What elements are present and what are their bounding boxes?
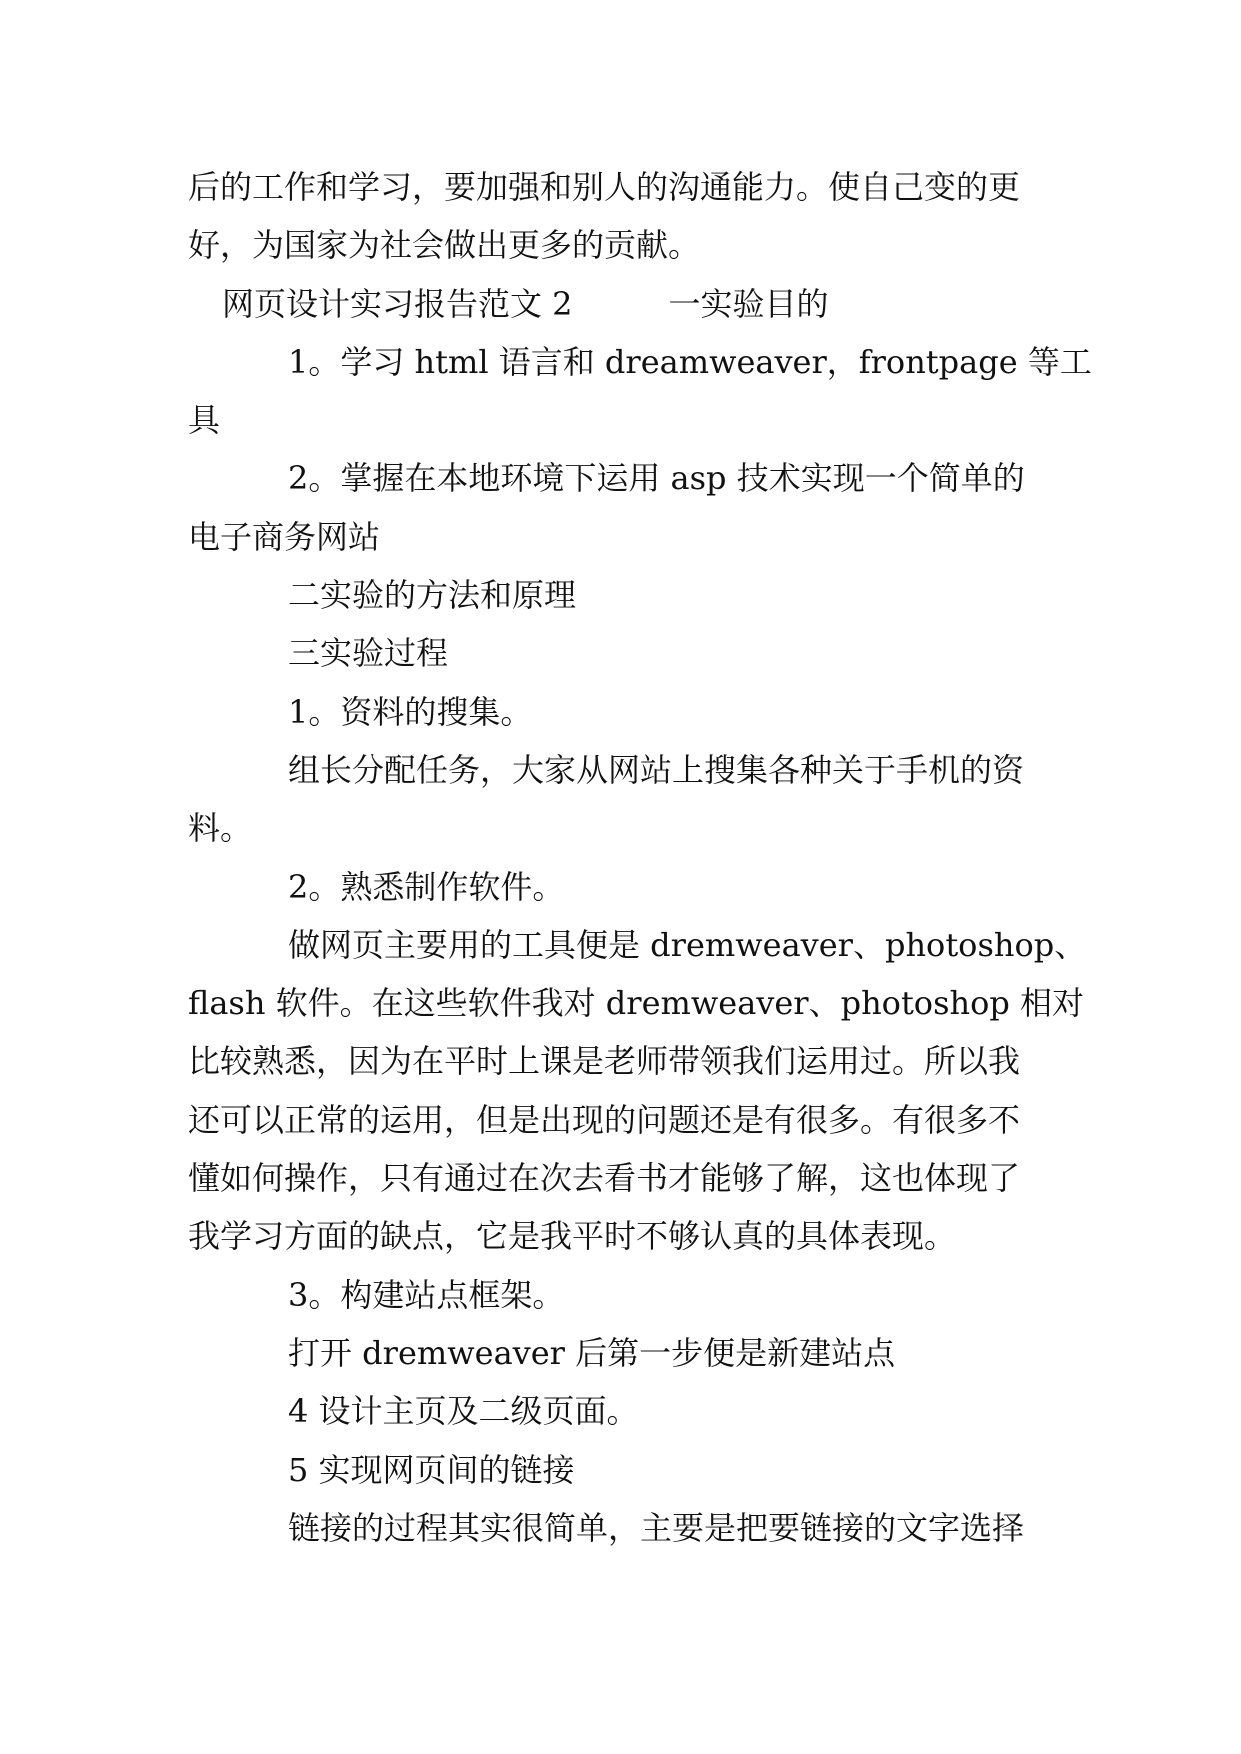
section-title: 网页设计实习报告范文 2 [222,284,573,323]
text-line: 还可以正常的运用，但是出现的问题还是有很多。有很多不 [188,1100,1021,1139]
text-line: 1。学习 html 语言和 dreamweaver，frontpage 等工 [288,342,1092,381]
text-line: 懂如何操作，只有通过在次去看书才能够了解，这也体现了 [188,1159,1021,1198]
text-line: 好，为国家为社会做出更多的贡献。 [188,226,701,265]
section-heading [188,275,1054,333]
text-line: 电子商务网站 [188,517,381,556]
text-line: 4 设计主页及二级页面。 [288,1392,639,1431]
text-line: 我学习方面的缺点，它是我平时不够认真的具体表现。 [188,1217,957,1256]
text-line: 1。资料的搜集。 [288,692,533,731]
text-line: 二实验的方法和原理 [288,576,577,615]
section-subtitle: 一实验目的 [668,284,829,323]
text-line: 5 实现网页间的链接 [288,1450,575,1489]
text-line: flash 软件。在这些软件我对 dremweaver、photoshop 相对 [188,984,1085,1023]
text-line: 2。熟悉制作软件。 [288,867,565,906]
text-line: 打开 dremweaver 后第一步便是新建站点 [288,1333,896,1372]
document-body [188,158,1092,1557]
text-line: 2。掌握在本地环境下运用 asp 技术实现一个简单的 [288,459,1025,498]
text-line: 具 [188,401,221,440]
text-line: 后的工作和学习，要加强和别人的沟通能力。使自己变的更 [188,168,1021,206]
text-line: 比较熟悉，因为在平时上课是老师带领我们运用过。所以我 [188,1042,1021,1081]
text-line: 组长分配任务，大家从网站上搜集各种关于手机的资 [288,750,1025,789]
text-line: 链接的过程其实很简单，主要是把要链接的文字选择 [288,1508,1025,1547]
text-line: 3。构建站点框架。 [288,1275,565,1314]
text-line: 做网页主要用的工具便是 dremweaver、photoshop、 [288,925,1087,964]
text-line: 料。 [188,809,253,848]
text-line: 三实验过程 [288,634,449,673]
